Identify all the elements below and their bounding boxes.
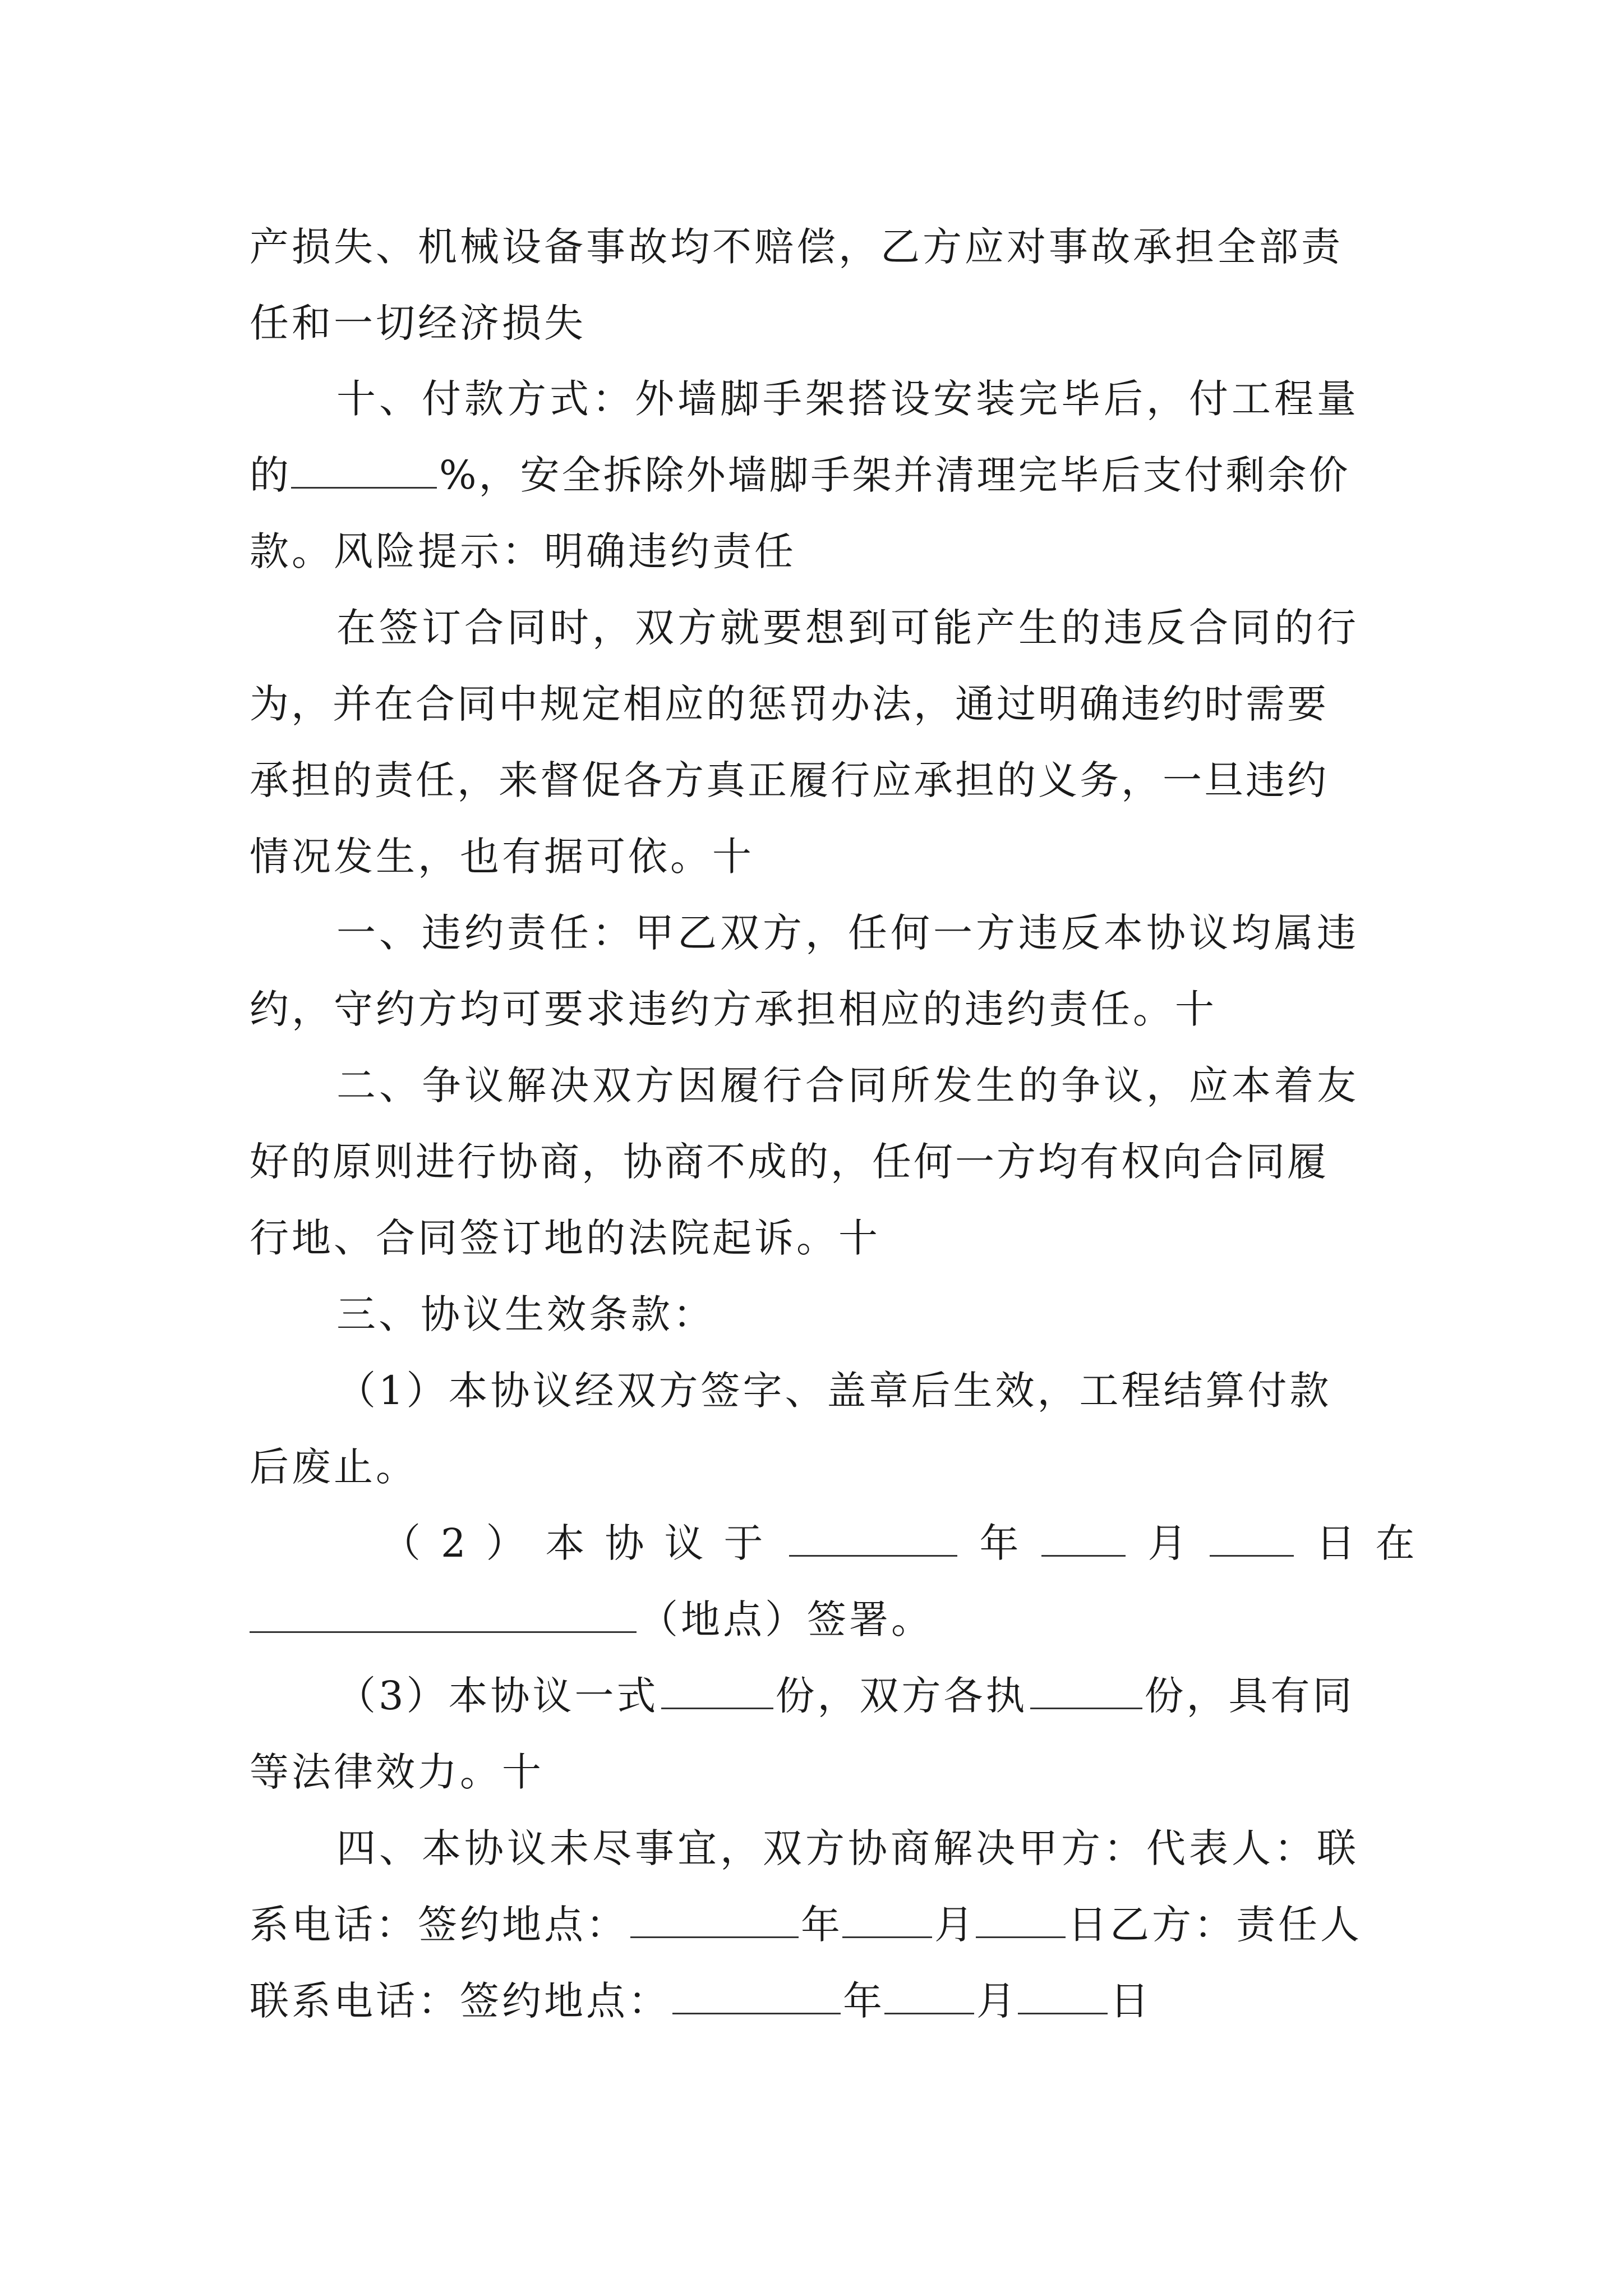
text-segment: 款。风险提示：明确违约责任 <box>250 528 796 574</box>
text-segment: 三、协议生效条款： <box>336 1291 715 1337</box>
text-segment: 约，守约方均可要求违约方承担相应的违约责任。十 <box>250 986 1217 1032</box>
text-line <box>250 741 1623 820</box>
text-segment: 联系电话：签约地点： <box>250 1978 670 2024</box>
text-segment: 的 <box>250 452 289 498</box>
text-line <box>250 970 1623 1048</box>
text-line <box>381 1504 1623 1582</box>
text-segment: 月 <box>934 1902 974 1948</box>
text-line <box>250 284 1623 362</box>
month-blank <box>1041 1521 1126 1557</box>
text-segment: 情况发生，也有据可依。十 <box>250 834 754 880</box>
text-line <box>250 208 1382 286</box>
location-blank <box>250 1598 637 1633</box>
text-segment: 行地、合同签订地的法院起诉。十 <box>250 1215 880 1261</box>
text-line <box>336 1275 1623 1354</box>
text-line <box>336 1809 1623 1888</box>
text-segment: 为，并在合同中规定相应的惩罚办法，通过明确违约时需要 <box>250 681 1329 727</box>
text-line <box>336 360 1623 438</box>
text-segment: 一、违约责任：甲乙双方，任何一方违反本协议均属违 <box>336 910 1359 956</box>
text-line <box>250 512 1623 591</box>
party-b-month-blank <box>884 1979 974 2014</box>
text-segment: （3）本协议一式 <box>336 1673 659 1719</box>
text-segment: （地点）签署。 <box>639 1596 933 1642</box>
text-line <box>336 1046 1623 1125</box>
text-segment: 四、本协议未尽事宜，双方协商解决甲方：代表人：联 <box>336 1825 1359 1871</box>
text-segment: 份，具有同 <box>1144 1673 1355 1719</box>
day-blank <box>1210 1521 1294 1557</box>
party-b-year-blank <box>672 1979 841 2014</box>
text-segment: 产损失、机械设备事故均不赔偿，乙方应对事故承担全部责 <box>250 224 1343 270</box>
text-segment: 年 <box>801 1902 840 1948</box>
party-a-year-blank <box>630 1903 799 1938</box>
copies-blank <box>661 1674 773 1709</box>
text-segment: 在签订合同时，双方就要想到可能产生的违反合同的行 <box>336 605 1359 651</box>
copies-each-blank <box>1030 1674 1142 1709</box>
text-line <box>250 1885 1623 1964</box>
text-segment: 月 <box>976 1978 1016 2024</box>
text-line <box>336 894 1623 972</box>
text-segment: 任和一切经济损失 <box>250 300 586 346</box>
text-line <box>250 1199 1623 1277</box>
text-segment: 好的原则进行协商，协商不成的，任何一方均有权向合同履 <box>250 1139 1329 1185</box>
text-segment: 月 <box>1147 1520 1187 1566</box>
text-line <box>336 1657 1623 1735</box>
text-segment: 系电话：签约地点： <box>250 1902 628 1948</box>
year-blank <box>789 1521 957 1557</box>
text-segment: 份，双方各执 <box>775 1673 1028 1719</box>
text-segment: 日 <box>1110 1978 1149 2024</box>
text-line <box>250 1962 1623 2040</box>
text-segment: 十、付款方式：外墙脚手架搭设安装完毕后，付工程量 <box>336 376 1359 422</box>
text-line <box>250 1428 1623 1506</box>
text-line <box>336 588 1623 667</box>
text-line <box>250 817 1623 896</box>
text-segment: （1）本协议经双方签字、盖章后生效，工程结算付款 <box>336 1368 1332 1414</box>
party-a-day-blank <box>976 1903 1066 1938</box>
text-segment: （2）本协议于 <box>381 1520 783 1566</box>
text-segment: 后废止。 <box>250 1444 418 1490</box>
text-segment: 日在 <box>1316 1520 1435 1566</box>
text-line <box>250 1733 1623 1811</box>
text-line <box>250 665 1623 743</box>
text-line <box>250 436 1623 514</box>
text-line <box>250 1580 1623 1659</box>
text-line <box>250 1122 1623 1201</box>
text-segment: 等法律效力。十 <box>250 1749 544 1795</box>
text-line <box>336 1351 1623 1430</box>
text-segment: 承担的责任，来督促各方真正履行应承担的义务，一旦违约 <box>250 757 1329 803</box>
percent-blank <box>291 453 437 489</box>
text-segment: 日乙方：责任人 <box>1068 1902 1362 1948</box>
text-segment: 年 <box>843 1978 882 2024</box>
party-a-month-blank <box>842 1903 932 1938</box>
text-segment: 年 <box>979 1520 1019 1566</box>
party-b-day-blank <box>1018 1979 1108 2014</box>
text-segment: 二、争议解决双方因履行合同所发生的争议，应本着友 <box>336 1062 1359 1108</box>
text-segment: %，安全拆除外墙脚手架并清理完毕后支付剩余价 <box>439 452 1350 498</box>
